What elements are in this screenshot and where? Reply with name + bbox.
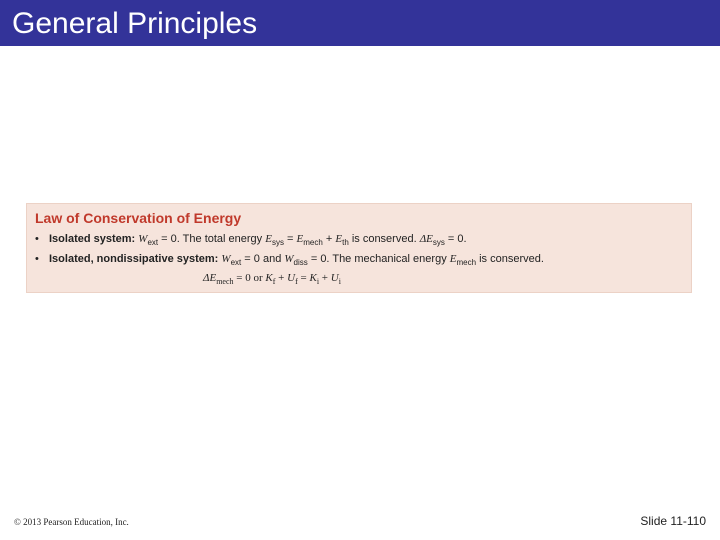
slide-number: Slide 11-110 — [640, 514, 706, 528]
text-segment: is conserved. — [348, 233, 420, 245]
subscript: th — [342, 238, 349, 248]
conservation-equation — [203, 272, 341, 286]
symbol-w: W — [221, 253, 231, 265]
text-segment: + — [275, 272, 288, 284]
symbol-e: E — [265, 233, 272, 245]
subscript: ext — [230, 258, 242, 268]
nondissipative-label: Isolated, nondissipative system: — [49, 253, 219, 265]
text-segment: + — [322, 233, 336, 245]
copyright-notice: © 2013 Pearson Education, Inc. — [14, 517, 129, 527]
symbol-w: W — [138, 233, 148, 245]
bullet-nondissipative-system — [35, 253, 544, 267]
law-heading: Law of Conservation of Energy — [35, 210, 242, 226]
subscript: sys — [271, 238, 284, 248]
subscript: mech — [456, 258, 477, 268]
law-box — [26, 203, 692, 293]
isolated-label: Isolated system: — [49, 233, 136, 245]
slide-title: General Principles — [12, 7, 258, 40]
text-segment: = 0 and — [241, 253, 285, 265]
subscript: diss — [293, 258, 308, 268]
text-segment: = 0. — [444, 233, 467, 245]
symbol-e: E — [335, 233, 343, 245]
symbol-delta-e: ΔE — [419, 233, 433, 245]
bullet-point: • — [35, 233, 39, 245]
subscript: i — [338, 277, 341, 287]
text-segment: = 0 or — [233, 272, 266, 284]
symbol-u: U — [330, 272, 339, 284]
symbol-delta-e: ΔE — [203, 272, 217, 284]
text-segment: = 0. The mechanical energy — [307, 253, 450, 265]
subscript: ext — [147, 238, 159, 248]
subscript: f — [272, 277, 276, 287]
text-segment: = — [297, 272, 310, 284]
symbol-e: E — [449, 253, 457, 265]
symbol-e: E — [296, 233, 304, 245]
symbol-k: K — [265, 272, 273, 284]
text-segment: + — [319, 272, 331, 284]
text-segment: = — [283, 233, 297, 245]
subscript: i — [316, 277, 320, 287]
subscript: sys — [432, 238, 445, 248]
title-bar — [0, 0, 720, 46]
text-segment: is conserved. — [476, 253, 544, 265]
subscript: mech — [303, 238, 323, 248]
symbol-u: U — [287, 272, 296, 284]
subscript: mech — [216, 277, 234, 287]
text-segment: = 0. The total energy — [158, 233, 266, 245]
subscript: f — [295, 277, 298, 287]
bullet-point: • — [35, 253, 39, 265]
symbol-w: W — [284, 253, 294, 265]
bullet-isolated-system — [35, 233, 467, 247]
symbol-k: K — [309, 272, 317, 284]
